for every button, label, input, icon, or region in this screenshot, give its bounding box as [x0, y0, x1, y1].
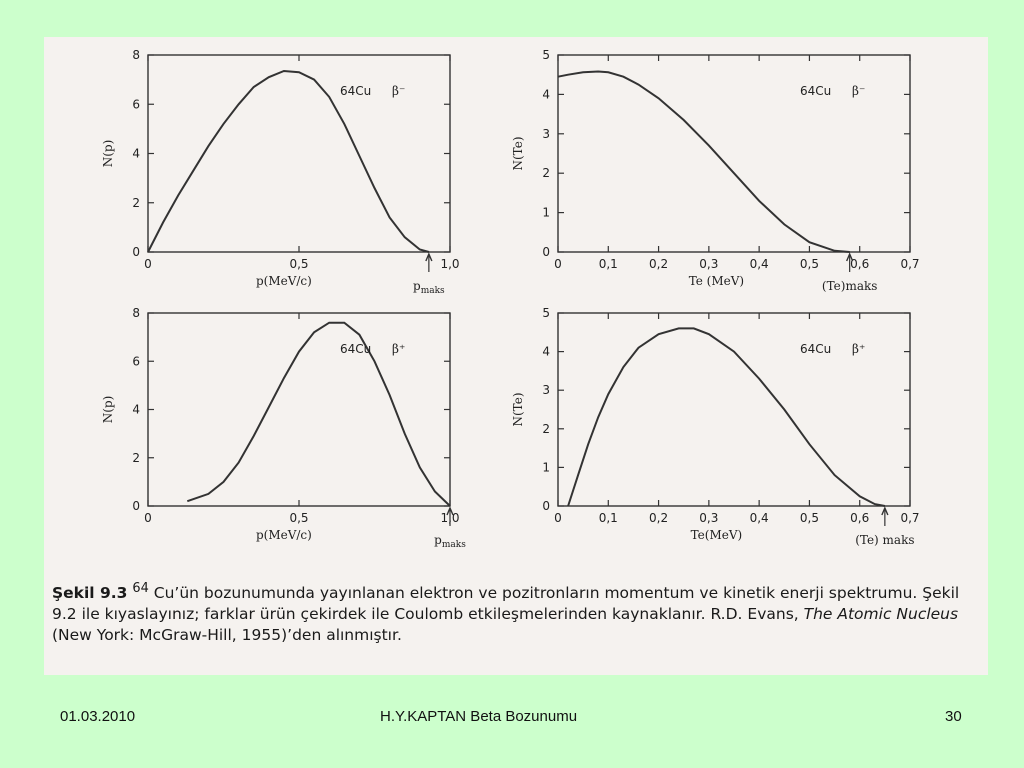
x-tick-label: 0,3 [699, 257, 719, 271]
figure-caption [52, 578, 984, 646]
x-tick-label: 0 [144, 511, 152, 525]
y-tick-label: 5 [542, 48, 550, 62]
x-tick-label: 0,1 [598, 257, 618, 271]
x-tick-label: 1,0 [440, 511, 460, 525]
y-tick-label: 4 [132, 402, 140, 417]
chart-panel-beta-plus-energy [505, 300, 945, 558]
x-tick-label: 0,5 [289, 257, 309, 271]
x-tick-label: 0,2 [649, 257, 669, 271]
x-tick-label: 0,5 [289, 511, 309, 525]
y-axis-label: N(p) [101, 395, 115, 424]
isotope-label: 64Cu [800, 342, 832, 356]
footer-page-number: 30 [945, 708, 962, 725]
x-axis-label: p(MeV/c) [255, 274, 312, 288]
x-tick-label: 0,7 [900, 257, 920, 271]
y-axis-label: N(Te) [511, 136, 525, 171]
y-tick-label: 1 [542, 460, 550, 475]
y-tick-label: 0 [542, 245, 550, 259]
y-tick-label: 2 [132, 195, 140, 210]
x-tick-label: 0,1 [598, 511, 618, 525]
y-tick-label: 3 [542, 383, 550, 398]
endpoint-label: (Te) maks [855, 533, 915, 547]
x-tick-label: 0,6 [850, 511, 870, 525]
particle-label: β⁺ [852, 342, 866, 356]
footer-date: 01.03.2010 [60, 708, 136, 725]
spectrum-curve [187, 323, 450, 506]
x-tick-label: 0,3 [699, 511, 719, 525]
x-axis-label: Te(MeV) [690, 528, 743, 542]
x-tick-label: 0,6 [850, 257, 870, 271]
x-tick-label: 0 [144, 257, 152, 271]
chart-panel-beta-plus-momentum [100, 300, 480, 558]
y-tick-label: 5 [542, 306, 550, 320]
x-tick-label: 0,2 [649, 511, 669, 525]
y-tick-label: 4 [542, 344, 550, 359]
caption-text-2: (New York: McGraw-Hill, 1955)’den alınmıştır. [52, 626, 402, 645]
endpoint-label-subscript: maks [420, 286, 445, 296]
y-tick-label: 2 [542, 421, 550, 436]
caption-text-1: Cu’ün bozunumunda yayınlanan elektron ve pozitronların momentum ve kinetik enerji spektrumu. Şekil 9.2 ile kıyaslayınız; farklar ürün çekirdek ile Coulomb etkileşmelerinden kaynaklanır. R.D. Evans, [52, 584, 960, 624]
y-tick-label: 6 [132, 354, 140, 369]
isotope-label: 64Cu [800, 84, 832, 98]
chart-panel-beta-minus-momentum [100, 40, 480, 305]
x-axis-label: Te (MeV) [688, 274, 745, 288]
footer-title: H.Y.KAPTAN Beta Bozunumu [380, 708, 578, 725]
x-tick-label: 0 [554, 257, 562, 271]
caption-book-title: The Atomic Nucleus [803, 605, 959, 624]
y-tick-label: 0 [542, 499, 550, 513]
y-tick-label: 3 [542, 126, 550, 141]
endpoint-label: (Te)maks [821, 279, 878, 293]
y-tick-label: 2 [132, 450, 140, 465]
y-tick-label: 1 [542, 205, 550, 220]
spectrum-curve [558, 72, 850, 253]
x-tick-label: 0,4 [749, 257, 769, 271]
x-tick-label: 0,4 [749, 511, 769, 525]
x-tick-label: 1,0 [440, 257, 460, 271]
y-tick-label: 0 [132, 245, 140, 259]
spectrum-curve [568, 328, 885, 506]
endpoint-label-subscript: maks [441, 540, 466, 550]
y-tick-label: 8 [132, 48, 140, 62]
y-tick-label: 4 [132, 146, 140, 161]
x-tick-label: 0 [554, 511, 562, 525]
x-axis-label: p(MeV/c) [255, 528, 312, 542]
particle-label: β⁻ [852, 84, 866, 98]
isotope-label: 64Cu [340, 84, 372, 98]
y-tick-label: 0 [132, 499, 140, 513]
y-tick-label: 6 [132, 97, 140, 112]
particle-label: β⁺ [392, 342, 406, 356]
y-tick-label: 8 [132, 306, 140, 320]
y-tick-label: 2 [542, 166, 550, 181]
x-tick-label: 0,5 [799, 257, 819, 271]
y-axis-label: N(p) [101, 139, 115, 168]
isotope-label: 64Cu [340, 342, 372, 356]
endpoint-label: $p_{maks}$ [413, 279, 445, 296]
chart-panel-beta-minus-energy [505, 40, 945, 305]
y-tick-label: 4 [542, 87, 550, 102]
x-tick-label: 0,5 [799, 511, 819, 525]
x-tick-label: 0,7 [900, 511, 920, 525]
spectrum-curve [148, 71, 429, 252]
caption-figure-label: Şekil 9.3 [52, 584, 128, 603]
particle-label: β⁻ [392, 84, 406, 98]
caption-superscript: 64 [132, 581, 149, 596]
endpoint-label: $p_{maks}$ [434, 533, 466, 550]
y-axis-label: N(Te) [511, 392, 525, 427]
